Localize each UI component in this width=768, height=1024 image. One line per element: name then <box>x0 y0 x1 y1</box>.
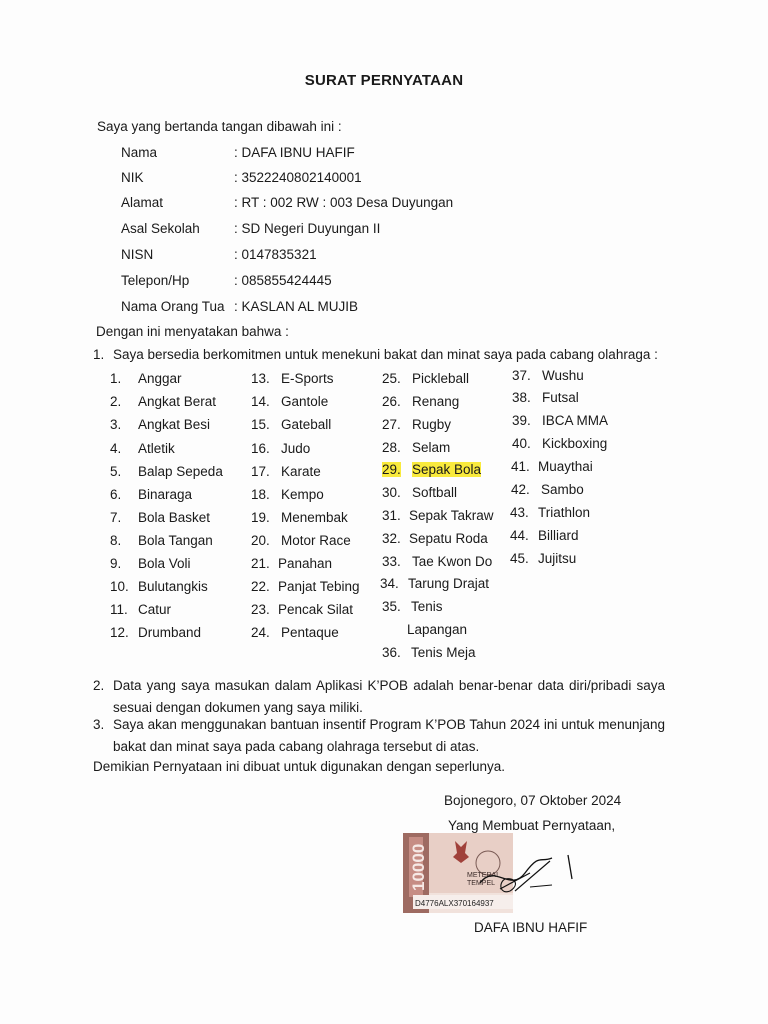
sport-name: Panahan <box>278 556 333 571</box>
sport-number: 1. <box>110 371 122 386</box>
sport-number: 38. <box>512 390 531 405</box>
sport-name: Tarung Drajat <box>408 576 490 591</box>
sport-name: Anggar <box>138 371 182 386</box>
point-text: Saya bersedia berkomitmen untuk menekuni bakat dan minat saya pada cabang olahraga : <box>113 347 658 362</box>
sport-name: Muaythai <box>538 459 593 474</box>
sport-number: 43. <box>510 505 529 520</box>
point-number: 1. <box>93 347 105 362</box>
sport-number: 12. <box>110 625 129 640</box>
sport-number: 19. <box>251 510 270 525</box>
identity-value: : DAFA IBNU HAFIF <box>234 145 355 160</box>
sport-number: 41. <box>511 459 530 474</box>
sport-number: 22. <box>251 579 270 594</box>
sport-number: 9. <box>110 556 122 571</box>
sport-number: 35. <box>382 599 401 614</box>
sport-number: 7. <box>110 510 122 525</box>
sport-number: 44. <box>510 528 529 543</box>
sport-name: Pencak Silat <box>278 602 354 617</box>
sport-number: 25. <box>382 371 401 386</box>
sport-name: Judo <box>281 441 311 456</box>
identity-label: Telepon/Hp <box>121 273 190 288</box>
closing-text: Demikian Pernyataan ini dibuat untuk digunakan dengan seperlunya. <box>93 759 506 774</box>
statement-point-2 <box>93 675 693 719</box>
sport-number: 33. <box>382 554 401 569</box>
sport-name: Bola Basket <box>138 510 211 525</box>
sport-number: 24. <box>251 625 270 640</box>
document-title: SURAT PERNYATAAN <box>304 72 464 89</box>
signer-name: DAFA IBNU HAFIF <box>474 920 588 935</box>
identity-value: : 0147835321 <box>234 247 317 262</box>
sport-number: 11. <box>110 602 128 617</box>
sport-number: 36. <box>382 645 401 660</box>
sport-name: Bola Tangan <box>138 533 213 548</box>
sport-name: Sepatu Roda <box>409 531 488 546</box>
identity-label: Nama Orang Tua <box>121 299 225 314</box>
sport-name: Angkat Berat <box>138 394 217 409</box>
sport-name: Pentaque <box>281 625 339 640</box>
statement-intro: Dengan ini menyatakan bahwa : <box>96 324 289 339</box>
sport-name: Balap Sepeda <box>138 464 223 479</box>
sport-number: 4. <box>110 441 122 456</box>
sport-name: Wushu <box>542 368 584 383</box>
sport-number: 20. <box>251 533 270 548</box>
sport-name: IBCA MMA <box>542 413 609 428</box>
sport-name: Motor Race <box>281 533 351 548</box>
sport-number: 5. <box>110 464 122 479</box>
identity-label: Alamat <box>121 195 164 210</box>
sport-number: 17. <box>251 464 270 479</box>
stamp-label-1: METERAI <box>467 872 499 879</box>
sport-number: 3. <box>110 417 122 432</box>
sport-name: Catur <box>138 602 172 617</box>
sport-number: 13. <box>251 371 270 386</box>
maker-label: Yang Membuat Pernyataan, <box>448 818 616 833</box>
sport-number: 18. <box>251 487 270 502</box>
identity-label: NIK <box>121 170 144 185</box>
sport-name: Kickboxing <box>542 436 608 451</box>
signature-scribble <box>470 843 590 903</box>
sport-number: 15. <box>251 417 270 432</box>
sport-number: 21. <box>251 556 270 571</box>
sport-name: Bola Voli <box>138 556 191 571</box>
sport-number: 6. <box>110 487 122 502</box>
identity-label: Asal Sekolah <box>121 221 200 236</box>
sport-number: 28. <box>382 440 401 455</box>
sport-name: Sepak Bola <box>412 462 482 477</box>
sport-name: Sepak Takraw <box>409 508 494 523</box>
sport-number: 10. <box>110 579 129 594</box>
sport-name: Sambo <box>541 482 584 497</box>
sport-name: Triathlon <box>538 505 591 520</box>
sport-name: Kempo <box>281 487 324 502</box>
sport-name: Billiard <box>538 528 579 543</box>
sport-name: Menembak <box>281 510 348 525</box>
stamp-serial: D4776ALX370164937 <box>415 899 494 908</box>
intro-text: Saya yang bertanda tangan dibawah ini : <box>97 119 342 134</box>
sport-name: Panjat Tebing <box>278 579 360 594</box>
point-number: 2. <box>93 678 105 693</box>
sport-number: 42. <box>511 482 530 497</box>
sport-number: 32. <box>382 531 401 546</box>
sport-name: Selam <box>412 440 451 455</box>
identity-value: : 3522240802140001 <box>234 170 362 185</box>
identity-label: Nama <box>121 145 158 160</box>
point-number: 3. <box>93 717 105 732</box>
sport-name: Angkat Besi <box>138 417 211 432</box>
sport-name: Renang <box>412 394 460 409</box>
sport-name: Binaraga <box>138 487 193 502</box>
sport-name: Tenis Meja <box>411 645 476 660</box>
identity-value: : 085855424445 <box>234 273 332 288</box>
sport-number: 26. <box>382 394 401 409</box>
sport-name: Gantole <box>281 394 329 409</box>
place-date: Bojonegoro, 07 Oktober 2024 <box>444 793 622 808</box>
sport-name: Pickleball <box>412 371 470 386</box>
sport-name: Softball <box>412 485 458 500</box>
sport-name: Lapangan <box>407 622 468 637</box>
sport-name: Atletik <box>138 441 175 456</box>
sport-number: 40. <box>512 436 531 451</box>
statement-point-3 <box>93 714 693 758</box>
sport-number: 8. <box>110 533 122 548</box>
point-text: Data yang saya masukan dalam Aplikasi K’POB adalah benar-benar data diri/pribadi saya sesuai dengan dokumen yang saya miliki. <box>113 678 665 715</box>
identity-value: : SD Negeri Duyungan II <box>234 221 381 236</box>
sport-number: 39. <box>512 413 531 428</box>
sport-number: 37. <box>512 368 531 383</box>
sport-number: 23. <box>251 602 270 617</box>
sport-name: Karate <box>281 464 321 479</box>
sport-name: Tenis <box>411 599 443 614</box>
sport-name: Futsal <box>542 390 579 405</box>
identity-value: : KASLAN AL MUJIB <box>234 299 359 314</box>
sport-number: 14. <box>251 394 270 409</box>
sport-name: Tae Kwon Do <box>412 554 493 569</box>
sport-number: 27. <box>382 417 401 432</box>
identity-label: NISN <box>121 247 154 262</box>
sport-name: Drumband <box>138 625 202 640</box>
point-text: Saya akan menggunakan bantuan insentif Program K’POB Tahun 2024 ini untuk menunjang bakat dan minat saya pada cabang olahraga tersebut di atas. <box>113 717 665 754</box>
sport-number: 30. <box>382 485 401 500</box>
stamp-label-2: TEMPEL <box>467 880 496 887</box>
sport-number: 2. <box>110 394 122 409</box>
sport-name: E-Sports <box>281 371 334 386</box>
identity-value: : RT : 002 RW : 003 Desa Duyungan <box>234 195 454 210</box>
sport-name: Gateball <box>281 417 332 432</box>
sport-number: 31. <box>382 508 401 523</box>
statement-point-1 <box>93 344 693 366</box>
sport-name: Jujitsu <box>538 551 577 566</box>
sport-number: 29. <box>382 462 401 477</box>
sport-name: Bulutangkis <box>138 579 208 594</box>
sport-number: 16. <box>251 441 270 456</box>
sport-name: Rugby <box>412 417 452 432</box>
sport-number: 45. <box>510 551 529 566</box>
sport-number: 34. <box>380 576 399 591</box>
stamp-value: 10000 <box>409 843 428 891</box>
